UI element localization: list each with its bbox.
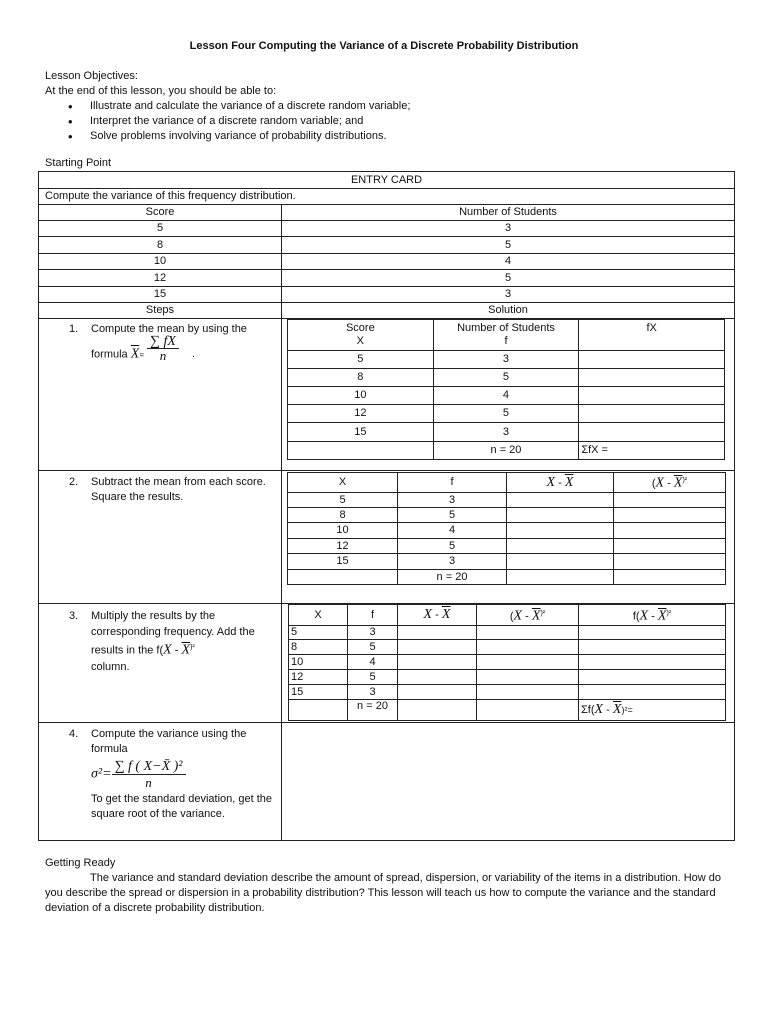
header-fx: fX <box>579 320 725 351</box>
cell: 12 <box>39 270 282 287</box>
cell: 4 <box>433 387 579 405</box>
blank-cell[interactable] <box>507 493 614 508</box>
table-row <box>288 369 725 387</box>
x-bar: $\overline{X}$ <box>612 702 622 717</box>
cell: 3 <box>348 685 398 700</box>
squared: )² <box>666 609 672 617</box>
fx-cell[interactable] <box>579 369 725 387</box>
table-row <box>288 351 725 369</box>
header-f-deviation-squared <box>579 605 726 626</box>
minus: - <box>435 609 439 621</box>
minus: - <box>525 610 529 623</box>
blank-cell[interactable] <box>579 685 726 700</box>
cell: 5 <box>282 237 735 254</box>
header-score <box>288 320 434 351</box>
cell: 5 <box>289 626 348 640</box>
x-bar: $\overline{X}$ <box>441 607 451 622</box>
table-row <box>289 655 726 670</box>
numerator: ∑ f ( X−X̄ )² <box>112 759 186 775</box>
x-symbol: X <box>163 642 172 658</box>
label: Σf( <box>581 704 595 716</box>
header-score: Score <box>39 205 282 221</box>
table-row <box>288 554 726 570</box>
blank-cell[interactable] <box>614 508 726 523</box>
minus: - <box>667 477 671 490</box>
objectives-intro: At the end of this lesson, you should be able to: <box>45 85 277 97</box>
cell: 8 <box>39 237 282 254</box>
table-row <box>39 254 735 270</box>
n-total: n = 20 <box>433 442 579 460</box>
x-symbol: X <box>655 475 665 491</box>
equals: = <box>139 350 144 360</box>
x-symbol: X <box>423 607 433 622</box>
blank-cell[interactable] <box>507 554 614 570</box>
objectives-heading: Lesson Objectives: <box>45 70 138 82</box>
cell: 12 <box>288 539 398 554</box>
period: . <box>192 348 196 361</box>
x-symbol: X <box>639 608 649 624</box>
header-x: X <box>288 473 398 493</box>
paren: ( <box>509 610 514 623</box>
step-number: 1. <box>69 323 79 335</box>
cell: 15 <box>289 685 348 700</box>
entry-card-instruction: Compute the variance of this frequency distribution. <box>39 189 735 205</box>
table-row <box>288 508 726 523</box>
blank-cell[interactable] <box>579 640 726 655</box>
table-row <box>288 539 726 554</box>
table-row <box>288 387 725 405</box>
x-bar: $\overline{X}$ <box>130 346 140 362</box>
objective-item: • Solve problems involving variance of probability distributions. <box>45 129 410 144</box>
blank-cell[interactable] <box>507 523 614 539</box>
step-number: 2. <box>69 476 79 488</box>
blank-cell[interactable] <box>614 493 726 508</box>
squared: )² <box>190 644 195 651</box>
header-x: X <box>289 605 348 626</box>
squared: )² <box>540 609 546 617</box>
solution-header: Solution <box>282 303 735 319</box>
step-text: Subtract the mean from each score. Square the results. <box>91 476 266 503</box>
x-symbol: X <box>513 608 523 624</box>
table-row <box>288 423 725 442</box>
blank-cell[interactable] <box>398 626 477 640</box>
header-deviation-squared <box>614 473 726 493</box>
minus: - <box>558 476 562 489</box>
sigma-squared: σ²= <box>91 766 112 782</box>
blank-cell[interactable] <box>398 670 477 685</box>
cell: 10 <box>288 523 398 539</box>
step-text: Compute the mean by using the <box>91 323 247 335</box>
sum-fx: ΣfX = <box>579 442 725 460</box>
table-row <box>288 493 726 508</box>
cell: 3 <box>433 423 579 442</box>
mean-table <box>287 319 725 460</box>
step-text: Compute the variance using the formula <box>91 728 247 755</box>
cell: 4 <box>348 655 398 670</box>
label: f <box>504 335 508 347</box>
cell: 5 <box>282 270 735 287</box>
label: X <box>356 335 364 347</box>
cell: 15 <box>39 287 282 303</box>
cell: 5 <box>288 493 398 508</box>
step-number: 4. <box>69 728 79 740</box>
getting-ready-heading: Getting Ready <box>45 857 116 869</box>
n-total: n = 20 <box>348 700 398 721</box>
cell: 15 <box>288 423 434 442</box>
cell: 8 <box>289 640 348 655</box>
cell: 3 <box>282 221 735 237</box>
blank-cell[interactable] <box>477 626 579 640</box>
table-row <box>39 237 735 254</box>
fx-cell[interactable] <box>579 405 725 423</box>
x-symbol: X <box>594 702 604 717</box>
variance-formula-fraction <box>112 759 186 790</box>
deviation-table <box>287 472 726 585</box>
header-f: f <box>398 473 507 493</box>
minus: - <box>651 610 655 623</box>
cell: 5 <box>39 221 282 237</box>
cell: 10 <box>39 254 282 270</box>
cell: 5 <box>433 369 579 387</box>
step-1 <box>39 319 282 471</box>
cell: 3 <box>398 554 507 570</box>
table-row <box>289 626 726 640</box>
objective-item: • Illustrate and calculate the variance of a discrete random variable; <box>45 99 410 114</box>
step-2 <box>39 471 282 604</box>
squared: )² <box>682 477 688 485</box>
cell: 3 <box>433 351 579 369</box>
cell: 8 <box>288 508 398 523</box>
blank-cell[interactable] <box>614 539 726 554</box>
step-text: Multiply the results by the corresponding frequency. Add the results in the f( <box>91 610 255 657</box>
x-symbol: X <box>546 474 556 490</box>
cell: 3 <box>398 493 507 508</box>
blank-cell[interactable] <box>579 670 726 685</box>
weighted-deviation-table <box>288 604 726 721</box>
getting-ready-section <box>45 856 735 916</box>
cell: 10 <box>289 655 348 670</box>
blank-cell[interactable] <box>579 626 726 640</box>
blank-cell[interactable] <box>614 554 726 570</box>
x-bar: $\overline{X}$ <box>657 608 667 624</box>
minus: - <box>606 704 610 716</box>
table-row <box>289 685 726 700</box>
step-number: 3. <box>69 610 79 622</box>
paren: ( <box>651 477 656 490</box>
cell: 15 <box>288 554 398 570</box>
blank-cell[interactable] <box>477 640 579 655</box>
table-row <box>39 270 735 287</box>
cell: 8 <box>288 369 434 387</box>
cell: 12 <box>289 670 348 685</box>
cell: 5 <box>288 351 434 369</box>
fx-cell[interactable] <box>579 351 725 369</box>
cell: 5 <box>398 508 507 523</box>
steps-header: Steps <box>39 303 282 319</box>
cell: 4 <box>398 523 507 539</box>
cell: 12 <box>288 405 434 423</box>
table-row <box>39 221 735 237</box>
x-bar: $\overline{X}$ <box>673 475 683 491</box>
step-text: To get the standard deviation, get the square root of the variance. <box>91 793 273 820</box>
header-f: f <box>348 605 398 626</box>
lesson-objectives <box>45 69 410 144</box>
blank-cell[interactable] <box>398 640 477 655</box>
formula-label: formula <box>91 348 128 361</box>
header-x-minus-mean <box>507 473 614 493</box>
step-4 <box>39 723 282 841</box>
fx-cell[interactable] <box>579 387 725 405</box>
label: )²= <box>621 705 633 715</box>
step-3 <box>39 604 282 723</box>
header-students: Number of Students <box>282 205 735 221</box>
cell: 3 <box>348 626 398 640</box>
denominator: n <box>159 348 167 363</box>
table-row <box>288 523 726 539</box>
blank-cell[interactable] <box>579 655 726 670</box>
x-bar: $\overline{X}$ <box>564 474 574 490</box>
label: Score <box>345 322 375 334</box>
label: f( <box>632 610 640 623</box>
getting-ready-text: The variance and standard deviation describe the amount of spread, dispersion, or variability of the items in a distribution. How do you describe the spread or dispersion in a probability distribution? This lesson will teach us how to compute the variance and the standard deviation of a discrete probability distribution. <box>45 872 722 914</box>
table-row <box>289 670 726 685</box>
blank-cell[interactable] <box>614 523 726 539</box>
blank-cell[interactable] <box>507 539 614 554</box>
table-row <box>289 640 726 655</box>
cell: 10 <box>288 387 434 405</box>
denominator: n <box>145 775 152 790</box>
cell: 3 <box>282 287 735 303</box>
header-x-minus-mean <box>398 605 477 626</box>
objective-item: • Interpret the variance of a discrete random variable; and <box>45 114 410 129</box>
cell: 4 <box>282 254 735 270</box>
mean-formula-fraction <box>147 335 179 362</box>
blank-cell[interactable] <box>398 655 477 670</box>
cell: 5 <box>348 670 398 685</box>
table-row <box>39 287 735 303</box>
n-total: n = 20 <box>398 570 507 585</box>
blank-cell[interactable] <box>477 685 579 700</box>
document-title: Lesson Four Computing the Variance of a Discrete Probability Distribution <box>189 40 579 52</box>
label: Number of Students <box>457 322 555 334</box>
fx-cell[interactable] <box>579 423 725 442</box>
entry-card-title: ENTRY CARD <box>39 172 735 189</box>
blank-cell[interactable] <box>507 508 614 523</box>
step-text: column. <box>91 660 130 673</box>
table-row <box>288 405 725 423</box>
cell: 5 <box>433 405 579 423</box>
cell: 5 <box>348 640 398 655</box>
sum-f-deviation-squared <box>579 700 726 721</box>
x-bar: $\overline{X}$ <box>181 642 191 658</box>
blank-cell[interactable] <box>477 655 579 670</box>
header-deviation-squared <box>477 605 579 626</box>
header-students <box>433 320 579 351</box>
minus: - <box>174 644 179 657</box>
x-bar: $\overline{X}$ <box>531 608 541 624</box>
starting-point-heading: Starting Point <box>45 157 112 169</box>
blank-cell[interactable] <box>477 670 579 685</box>
numerator: ∑ fX <box>147 335 179 349</box>
cell: 5 <box>398 539 507 554</box>
blank-cell[interactable] <box>398 685 477 700</box>
